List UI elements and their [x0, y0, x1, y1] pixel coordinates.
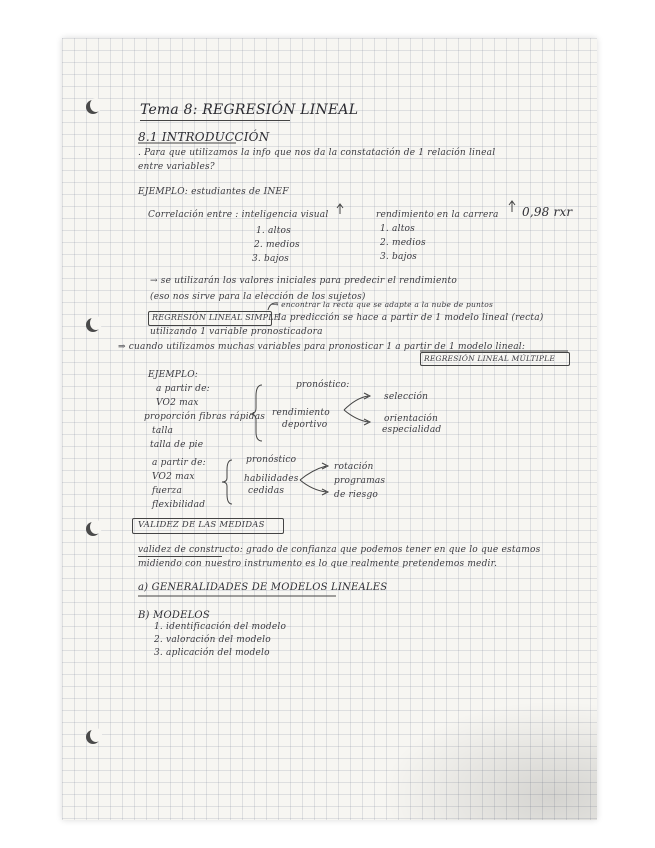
example1-label: EJEMPLO: estudiantes de INEF — [138, 187, 289, 197]
page-title: Tema 8: REGRESIÓN LINEAL — [140, 102, 359, 118]
correlation-left-label: Correlación entre : inteligencia visual — [148, 210, 329, 220]
ex3-pred-3: flexibilidad — [152, 500, 206, 510]
ex2-outcome-3: especialidad — [382, 425, 442, 435]
simple-above-note: → encontrar la recta que se adapte a la nube de puntos — [272, 300, 494, 309]
ex3-pronostico: pronóstico — [246, 455, 297, 465]
right-item-3: 3. bajos — [380, 252, 418, 262]
right-item-1: 1. altos — [380, 224, 415, 234]
ex2-pred-2: proporción fibras rápidas — [144, 412, 266, 422]
simple-line-1: la predicción se hace a partir de 1 modelo lineal (recta) — [278, 313, 544, 323]
ex3-target-1: habilidades — [244, 474, 299, 484]
model-item-1: 1. identificación del modelo — [154, 622, 287, 632]
model-item-3: 3. aplicación del modelo — [154, 648, 270, 658]
arrow-orientacion — [344, 410, 370, 425]
ex2-outcome-1: selección — [384, 392, 429, 402]
ex3-target-2: cedidas — [248, 486, 285, 496]
generalities-heading: a) GENERALIDADES DE MODELOS LINEALES — [138, 582, 388, 593]
construct-line-1: validez de constructo: grado de confianza que podemos tener en que lo que estamos — [138, 545, 541, 555]
ex2-target-2: deportivo — [282, 420, 328, 430]
ex3-outcome-1: rotación — [334, 462, 374, 472]
correlation-value: 0,98 rxr — [522, 205, 573, 219]
ex3-outcome-2: programas — [334, 476, 386, 486]
simple-regression-label: REGRESIÓN LINEAL SIMPLE — [152, 313, 280, 322]
ex2-target-1: rendimiento — [272, 408, 330, 418]
ex2-pred-4: talla de pie — [150, 440, 204, 450]
note-line-2: (eso nos sirve para la elección de los sujetos) — [150, 292, 366, 302]
ex2-pronostico: pronóstico: — [296, 380, 350, 390]
validity-title: VALIDEZ DE LAS MEDIDAS — [138, 520, 265, 530]
arrow-rotacion — [300, 463, 328, 480]
intro-line-1: . Para que utilizamos la info que nos da la constatación de 1 relación lineal — [138, 148, 496, 158]
note-line-1: → se utilizarán los valores iniciales para predecir el rendimiento — [150, 276, 457, 286]
models-heading: B) MODELOS — [138, 610, 210, 621]
left-item-1: 1. altos — [256, 226, 291, 236]
ex3-pred-0: a partir de: — [152, 458, 206, 468]
left-item-2: 2. medios — [254, 240, 300, 250]
ex2-outcome-2: orientación — [384, 414, 439, 424]
arrow-riesgo — [300, 480, 328, 495]
correlation-right-label: rendimiento en la carrera — [376, 210, 499, 220]
ex2-pred-3: talla — [152, 426, 174, 436]
ex3-outcome-3: de riesgo — [334, 490, 379, 500]
up-arrow-right — [509, 201, 515, 212]
arrow-seleccion — [344, 393, 370, 410]
right-item-2: 2. medios — [380, 238, 426, 248]
left-item-3: 3. bajos — [252, 254, 290, 264]
ex3-pred-2: fuerza — [152, 486, 183, 496]
model-item-2: 2. valoración del modelo — [154, 635, 271, 645]
ex3-pred-1: VO2 max — [152, 472, 195, 482]
multiple-regression-label: REGRESIÓN LINEAL MÚLTIPLE — [424, 354, 556, 363]
brace-example3 — [222, 460, 232, 504]
section-intro: 8.1 INTRODUCCIÓN — [138, 130, 270, 144]
simple-line-2: utilizando 1 variable pronosticadora — [150, 327, 323, 337]
ex2-pred-1: VO2 max — [156, 398, 199, 408]
intro-line-2: entre variables? — [138, 162, 215, 172]
curve-arrow — [268, 303, 278, 310]
construct-line-2: midiendo con nuestro instrumento es lo que realmente pretendemos medir. — [138, 559, 498, 569]
multiple-text: ⇒ cuando utilizamos muchas variables para pronosticar 1 a partir de 1 modelo lineal: — [118, 342, 526, 352]
example2-label: EJEMPLO: — [148, 370, 199, 380]
up-arrow-left — [337, 204, 343, 214]
brace-example2 — [250, 385, 262, 441]
ex2-pred-0: a partir de: — [156, 384, 210, 394]
